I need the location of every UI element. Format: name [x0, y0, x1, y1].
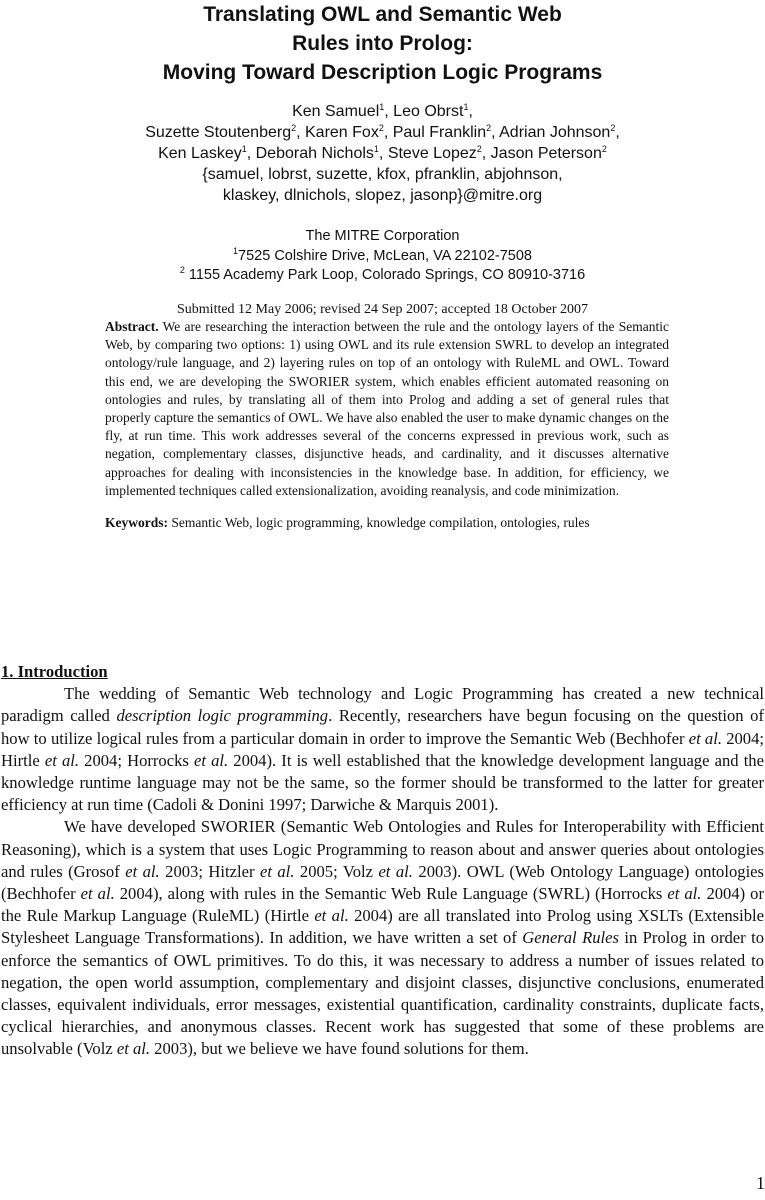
author-name: Adrian Johnson [499, 124, 611, 141]
author-affiliation-marker: 2 [476, 144, 482, 154]
intro-paragraph-1: The wedding of Semantic Web technology and Logic Programming has created a new technical paradigm called description logic programming. Recently, researchers have begun focusing on the question of how to utilize logical rules from a particular domain in order to improve the Semantic Web (Bechhofer et al. 2004; Hirtle et al. 2004; Horrocks et al. 2004). It is well established that the knowledge development language and the knowledge runtime language may not be the same, so the former should be transformed to the latter for greater efficiency at run time (Cadoli & Donini 1997; Darwiche & Marquis 2001). [1, 684, 765, 815]
author-line-1: Ken Samuel$^1$, Leo Obrst$^1$, [292, 102, 473, 120]
author-affiliation-marker: 1 [463, 102, 469, 112]
title-line-2: Rules into Prolog: [292, 32, 473, 55]
italic-run: General Rules [522, 928, 619, 948]
address-line-1 [0, 247, 765, 267]
author-name: Suzette Stoutenberg [145, 124, 292, 141]
author-affiliation-marker: 2 [601, 144, 607, 154]
author-name: Paul Franklin [392, 124, 487, 141]
italic-run: et al. [116, 1039, 151, 1059]
abstract-text: We are researching the interaction between the rule and the ontology layers of the Semantic Web, by comparing two options: 1) using OWL and its rule extension SWRL to develop an integrated ontology/rule language, and 2) layering rules on top of an ontology with RuleML and OWL. Toward this end, we are developing the SWORIER system, which enables efficient automated reasoning on ontologies and rules, by translating all of them into Prolog and adding a set of general rules that properly capture the semantics of OWL. We have also enabled the user to make dynamic changes on the fly, at run time. This work addresses several of the concerns expressed in previous work, such as negation, complementary classes, disjunctive heads, and cardinality, and it discusses alternative approaches for dealing with inconsistencies in the knowledge base. In addition, for efficiency, we implemented techniques called extensionalization, avoiding reanalysis, and code minimization. [105, 319, 669, 498]
author-name: Karen Fox [305, 124, 379, 141]
main-body [1, 661, 764, 1061]
author-name: Leo Obrst [393, 103, 464, 120]
author-block [0, 101, 765, 206]
italic-run: et al. [688, 728, 722, 748]
author-name: Ken Samuel [292, 103, 380, 120]
address-2-text: 1155 Academy Park Loop, Colorado Springs, CO 80910-3716 [188, 267, 586, 283]
italic-run: et al. [259, 861, 295, 881]
abstract-label: Abstract. [105, 319, 159, 334]
title-line-1: Translating OWL and Semantic Web [203, 3, 562, 26]
italic-run: et al. [80, 884, 115, 904]
keywords-label: Keywords: [105, 515, 168, 531]
author-name: Jason Peterson [490, 145, 602, 162]
paper-title [0, 0, 765, 87]
section-heading-introduction: 1. Introduction [1, 662, 108, 681]
email-line-1: {samuel, lobrst, suzette, kfox, pfranklin, abjohnson, [202, 166, 563, 183]
author-affiliation-marker: 1 [241, 144, 247, 154]
address-2-marker: 2 [179, 265, 185, 275]
page-number: 1 [756, 1173, 765, 1193]
italic-run: et al. [44, 750, 80, 770]
address-1-marker: 1 [233, 245, 239, 256]
address-1-text: 7525 Colshire Drive, McLean, VA 22102-7508 [238, 247, 532, 264]
italic-run: et al. [125, 861, 160, 881]
author-line-2: Suzette Stoutenberg$^2$, Karen Fox$^2$, Paul Franklin$^2$, Adrian Johnson$^2$, [145, 123, 620, 141]
abstract-paragraph [105, 318, 669, 500]
italic-run: et al. [667, 884, 702, 904]
author-name: Steve Lopez [387, 145, 477, 162]
affiliation-block [0, 227, 765, 286]
author-affiliation-marker: 2 [291, 123, 297, 133]
submission-dates: Submitted 12 May 2006; revised 24 Sep 2007; accepted 18 October 2007 [177, 302, 588, 317]
author-affiliation-marker: 2 [610, 123, 616, 133]
author-affiliation-marker: 1 [373, 144, 379, 154]
author-line-3: Ken Laskey$^1$, Deborah Nichols$^1$, Steve Lopez$^2$, Jason Peterson$^2$ [158, 144, 607, 162]
author-affiliation-marker: 1 [379, 102, 385, 112]
email-line-2: klaskey, dlnichols, slopez, jasonp}@mitre.org [222, 187, 543, 204]
address-line-2 [0, 266, 765, 286]
author-affiliation-marker: 2 [378, 123, 384, 133]
author-name: Deborah Nichols [255, 145, 374, 162]
author-name: Ken Laskey [158, 145, 242, 162]
abstract-block [105, 318, 669, 532]
title-line-3: Moving Toward Description Logic Programs [162, 61, 603, 84]
italic-run: et al. [193, 750, 229, 770]
italic-run: et al. [378, 861, 413, 881]
intro-paragraph-2: We have developed SWORIER (Semantic Web Ontologies and Rules for Interoperability with Efficient Reasoning), which is a system that uses Logic Programming to reason about and answer queries about ontologies and rules (Grosof et al. 2003; Hitzler et al. 2005; Volz et al. 2003). OWL (Web Ontology Language) ontologies (Bechhofer et al. 2004), along with rules in the Semantic Web Rule Language (SWRL) (Horrocks et al. 2004) or the Rule Markup Language (RuleML) (Hirtle et al. 2004) are all translated into Prolog using XSLTs (Extensible Stylesheet Language Transformations). In addition, we have written a set of General Rules in Prolog in order to enforce the semantics of OWL primitives. To do this, it was necessary to address a number of issues related to negation, the open world assumption, complementary and disjoint classes, disjunctive conclusions, enumerated classes, equivalent individuals, error messages, existential quantification, cardinality constraints, duplicate facts, cyclical hierarchies, and anonymous classes. Recent work has suggested that some of these problems are unsolvable (Volz et al. 2003), but we believe we have found solutions for them. [1, 817, 765, 1059]
keywords-text: Semantic Web, logic programming, knowledge compilation, ontologies, rules [171, 515, 590, 531]
organization-name: The MITRE Corporation [305, 228, 460, 244]
italic-run: description logic programming [116, 706, 329, 726]
author-affiliation-marker: 2 [486, 123, 492, 133]
keywords-paragraph [105, 514, 669, 532]
italic-run: et al. [314, 906, 349, 926]
